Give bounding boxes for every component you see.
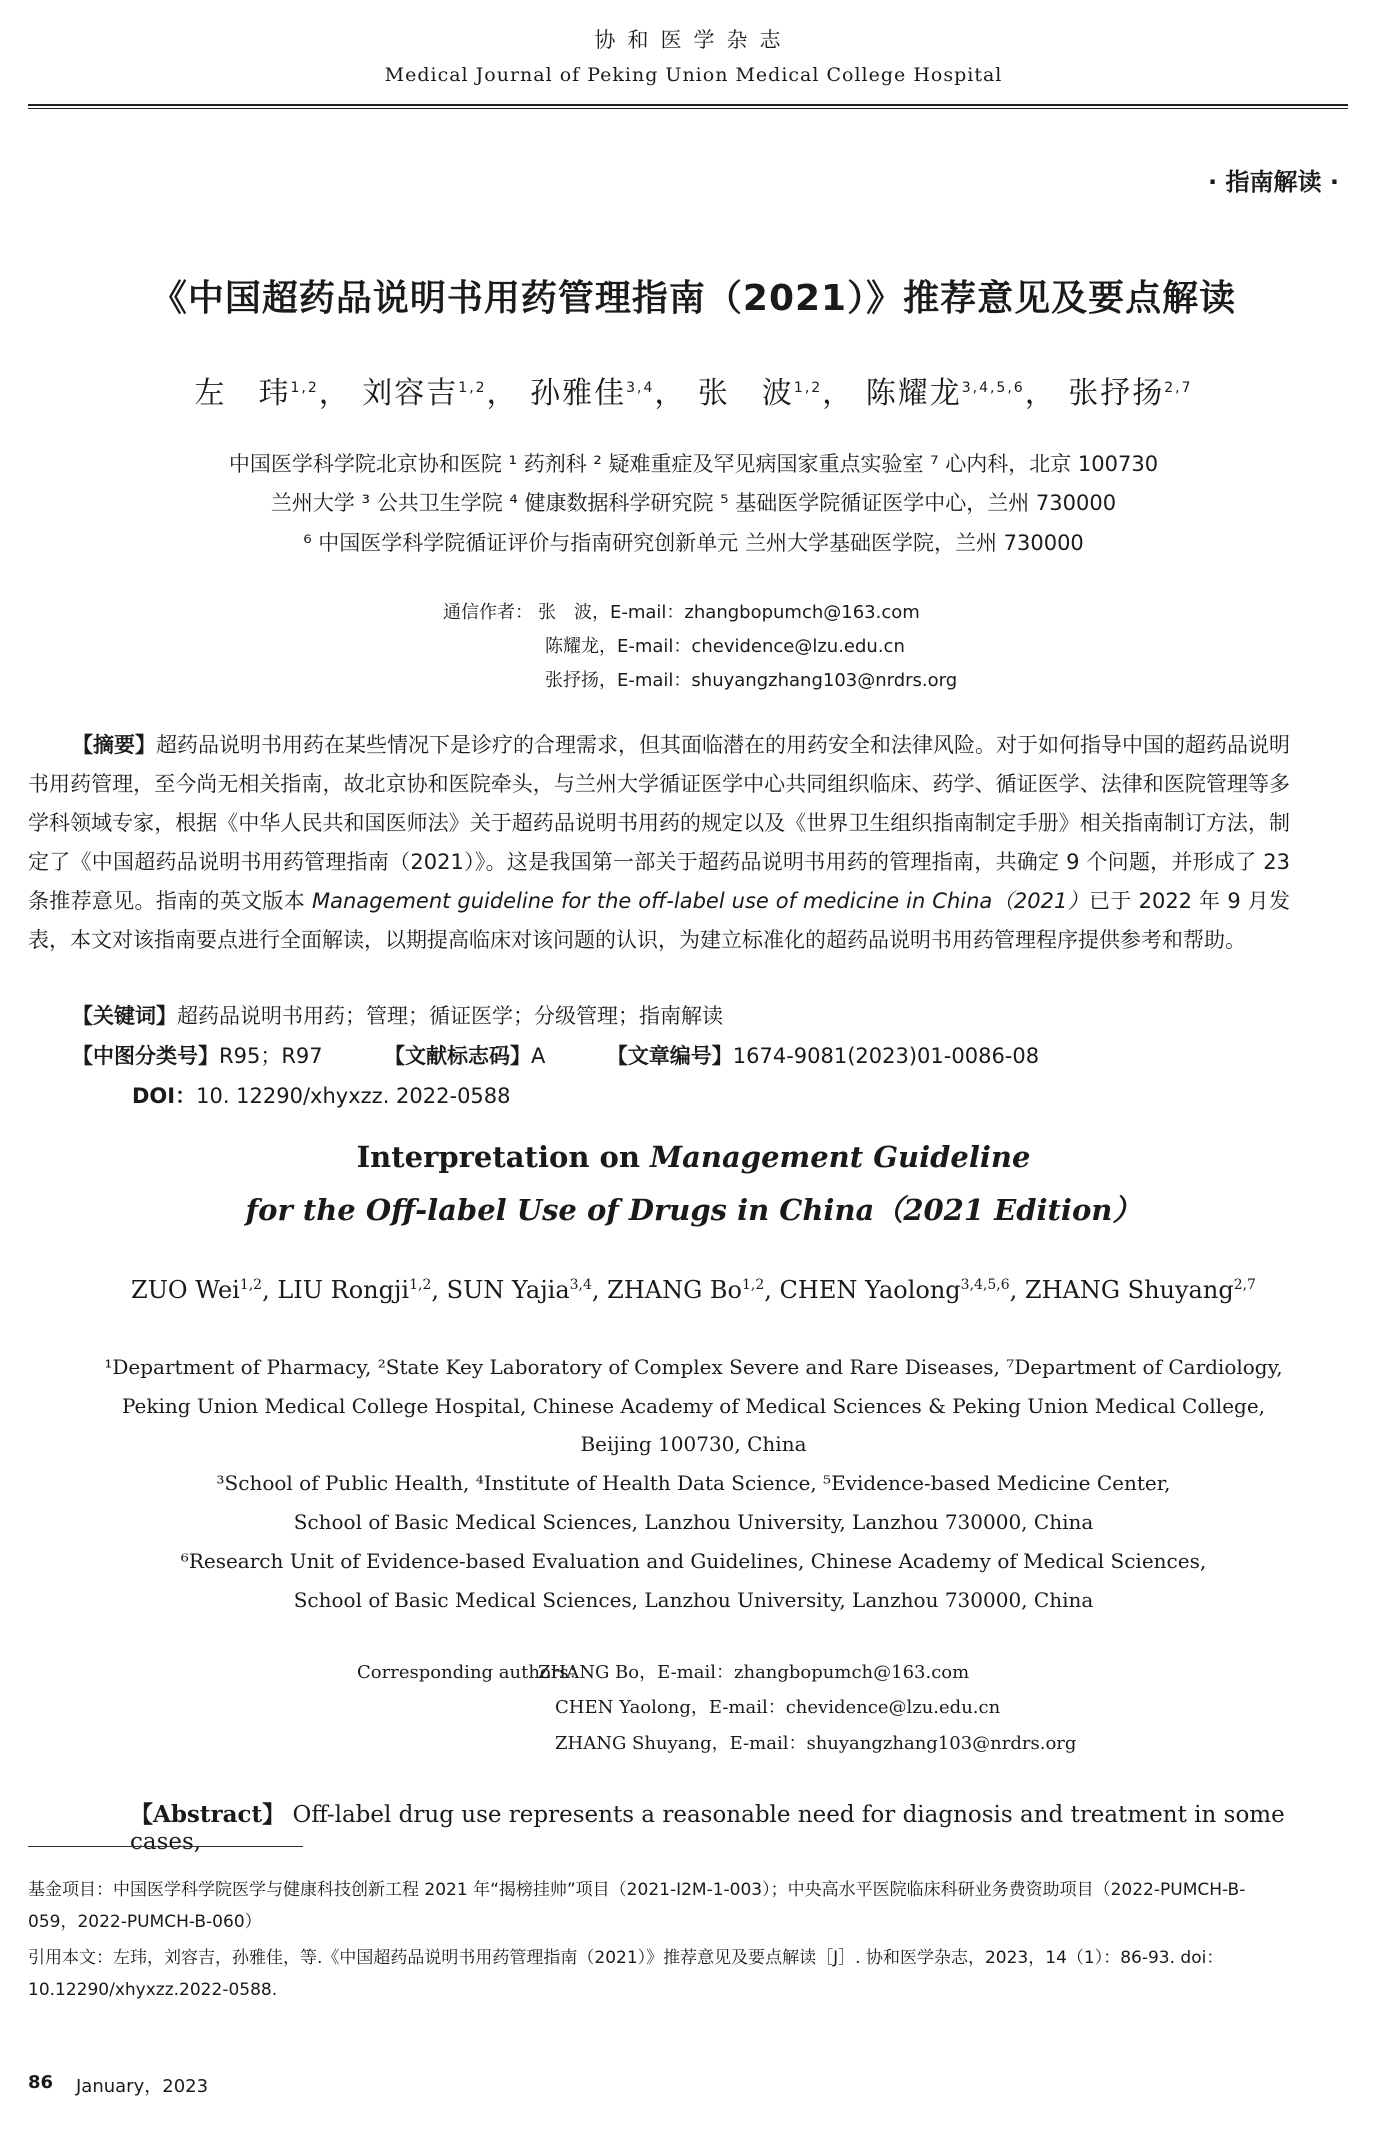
- affiliation-en: School of Basic Medical Sciences, Lanzhou University, Lanzhou 730000, China: [293, 1510, 1094, 1534]
- author-name-en: ZUO Wei: [131, 1276, 240, 1304]
- affiliation-en: Beijing 100730, China: [580, 1432, 807, 1456]
- author-name-en: SUN Yajia: [446, 1276, 570, 1304]
- author-name: 张抒扬: [1068, 376, 1165, 411]
- corresponding-author-cn: 张 波，E-mail：zhangbopumch@163.com: [538, 602, 920, 623]
- abstract-label-en: 【Abstract】: [130, 1801, 286, 1828]
- affiliation-cn: 兰州大学 ³ 公共卫生学院 ⁴ 健康数据科学研究院 ⁵ 基础医学院循证医学中心，兰州 730000: [270, 491, 1117, 515]
- abstract-en: [130, 1796, 1290, 1855]
- author-affiliation-sup: 1,2: [793, 380, 823, 396]
- corresponding-label-en: Corresponding authors：: [357, 1662, 587, 1683]
- corresponding-author-cn: 张抒扬，E-mail：shuyangzhang103@nrdrs.org: [545, 670, 958, 691]
- author-name: 左 玮: [194, 376, 291, 411]
- author-name-en: ZHANG Shuyang: [1024, 1276, 1234, 1304]
- author-affiliation-sup: 1,2: [290, 380, 319, 396]
- author-affiliation-sup: 3,4,5,6: [961, 380, 1025, 396]
- header-rule-thin: [28, 108, 1348, 109]
- affiliation-en: School of Basic Medical Sciences, Lanzhou University, Lanzhou 730000, China: [293, 1588, 1094, 1612]
- author-affiliation-sup: 2,7: [1233, 1277, 1256, 1293]
- journal-title-cn: 协和医学杂志: [594, 28, 793, 52]
- doi-label: DOI：: [132, 1084, 197, 1108]
- header-rule: [28, 104, 1348, 106]
- affiliation-cn: ⁶ 中国医学科学院循证评价与指南研究创新单元 兰州大学基础医学院，兰州 730000: [303, 531, 1084, 555]
- article-title-en-line1: [0, 1140, 1387, 1174]
- abstract-cn: [28, 726, 1290, 960]
- author-name-en: ZHANG Bo: [607, 1276, 742, 1304]
- funding-footnote: 基金项目：中国医学科学院医学与健康科技创新工程 2021 年“揭榜挂帅”项目（2021-I2M-1-003）；中央高水平医院临床科研业务费资助项目（2022-PUMCH-B-059，2022-PUMCH-B-060）: [28, 1880, 1246, 1932]
- author-name: 刘容吉: [362, 376, 459, 411]
- affiliation-cn: 中国医学科学院北京协和医院 ¹ 药剂科 ² 疑难重症及罕见病国家重点实验室 ⁷ 心内科，北京 100730: [228, 452, 1159, 476]
- citation-footnote: 引用本文：左玮，刘容吉，孙雅佳，等.《中国超药品说明书用药管理指南（2021）》推荐意见及要点解读［J］. 协和医学杂志，2023，14（1）：86-93. doi：10.12290/xhyxzz.2022-0588.: [28, 1948, 1224, 2000]
- doi-line: [132, 1080, 511, 1110]
- doi-value: 10. 12290/xhyxzz. 2022-0588: [196, 1084, 511, 1108]
- class-number-label: 【中图分类号】: [72, 1044, 219, 1068]
- doc-code-value: A: [531, 1044, 546, 1068]
- article-title-cn: 《中国超药品说明书用药管理指南（2021）》推荐意见及要点解读: [150, 278, 1237, 319]
- abstract-tail-cn: 已于 2022 年 9 月发表，本文对该指南要点进行全面解读，以期提高临床对该问题的认识，为建立标准化的超药品说明书用药管理程序提供参考和帮助。: [28, 889, 1290, 952]
- footnote-rule: [28, 1846, 303, 1847]
- article-number-value: 1674-9081(2023)01-0086-08: [732, 1044, 1040, 1068]
- doc-code-label: 【文献标志码】: [384, 1044, 532, 1068]
- keywords-label: 【关键词】: [72, 1004, 177, 1028]
- corresponding-author-en: ZHANG Shuyang，E-mail：shuyangzhang103@nrdrs.org: [555, 1733, 1077, 1754]
- abstract-text-cn: 超药品说明书用药在某些情况下是诊疗的合理需求，但其面临潜在的用药安全和法律风险。对于如何指导中国的超药品说明书用药管理，至今尚无相关指南，故北京协和医院牵头，与兰州大学循证医学中心共同组织临床、药学、循证医学、法律和医院管理等多学科领域专家，根据《中华人民共和国医师法》关于超药品说明书用药的规定以及《世界卫生组织指南制定手册》相关指南制订方法，制定了《中国超药品说明书用药管理指南（2021）》。这是我国第一部关于超药品说明书用药的管理指南，共确定 9 个问题，并形成了 23 条推荐意见。指南的英文版本: [28, 733, 1290, 913]
- corresponding-author-en: ZHANG Bo，E-mail：zhangbopumch@163.com: [538, 1662, 970, 1683]
- article-title-en-line2: for the Off-label Use of Drugs in China（2021 Edition）: [245, 1193, 1142, 1227]
- affiliation-en: ⁶Research Unit of Evidence-based Evaluation and Guidelines, Chinese Academy of Medical Sciences,: [180, 1549, 1207, 1573]
- class-number-value: R95；R97: [219, 1044, 323, 1068]
- abstract-text-en: Off-label drug use represents a reasonable need for diagnosis and treatment in some cases,: [130, 1802, 1285, 1855]
- classification-line: [72, 1040, 1039, 1070]
- author-name: 孙雅佳: [530, 376, 627, 411]
- corresponding-author-en: CHEN Yaolong，E-mail：chevidence@lzu.edu.cn: [555, 1697, 1001, 1718]
- author-affiliation-sup: 3,4,5,6: [960, 1277, 1010, 1293]
- guideline-title-italic: Management guideline for the off-label use of medicine in China（2021）: [312, 889, 1089, 913]
- author-affiliation-sup: 1,2: [239, 1277, 263, 1293]
- column-tag: · 指南解读 ·: [1208, 168, 1339, 196]
- article-number-label: 【文章编号】: [606, 1044, 733, 1068]
- author-affiliation-sup: 1,2: [409, 1277, 432, 1293]
- affiliation-en: ³School of Public Health, ⁴Institute of Health Data Science, ⁵Evidence-based Medicine Center,: [216, 1471, 1171, 1495]
- issue-date: January，2023: [76, 2076, 209, 2097]
- author-affiliation-sup: 1,2: [458, 380, 487, 396]
- affiliation-en: ¹Department of Pharmacy, ²State Key Laboratory of Complex Severe and Rare Diseases, ⁷Department of Cardiology,: [104, 1355, 1283, 1379]
- author-list-cn: 左 玮$^{1,2}$， 刘容吉$^{1,2}$， 孙雅佳$^{3,4}$， 张 波$^{1,2}$， 陈耀龙$^{3,4,5,6}$， 张抒扬$^{2,7}$: [194, 376, 1193, 411]
- keywords-value: 超药品说明书用药；管理；循证医学；分级管理；指南解读: [177, 1004, 723, 1028]
- author-affiliation-sup: 2,7: [1164, 380, 1193, 396]
- corresponding-label-cn: 通信作者：: [443, 602, 533, 623]
- author-name: 张 波: [697, 376, 794, 411]
- author-name: 陈耀龙: [865, 376, 962, 411]
- title-en-prefix: Interpretation on: [356, 1140, 651, 1174]
- abstract-label-cn: 【摘要】: [72, 733, 156, 757]
- author-name-en: CHEN Yaolong: [779, 1276, 961, 1304]
- author-list-en: ZUO Wei$^{1,2}$, LIU Rongji$^{1,2}$, SUN Yajia$^{3,4}$, ZHANG Bo$^{1,2}$, CHEN Yaolong$^{3,4,5,6}$, ZHANG Shuyang$^{2,7}$: [131, 1276, 1256, 1304]
- page-number: 86: [28, 2072, 54, 2093]
- journal-title-en: Medical Journal of Peking Union Medical College Hospital: [384, 64, 1003, 86]
- corresponding-author-cn: 陈耀龙，E-mail：chevidence@lzu.edu.cn: [545, 636, 905, 657]
- author-affiliation-sup: 3,4: [626, 380, 655, 396]
- author-name-en: LIU Rongji: [277, 1276, 410, 1304]
- affiliation-en: Peking Union Medical College Hospital, Chinese Academy of Medical Sciences & Peking Union Medical College,: [121, 1394, 1266, 1418]
- title-en-italic: Management Guideline: [650, 1140, 1031, 1174]
- keywords-cn: [72, 1000, 723, 1030]
- author-affiliation-sup: 3,4: [569, 1277, 592, 1293]
- author-affiliation-sup: 1,2: [742, 1277, 765, 1293]
